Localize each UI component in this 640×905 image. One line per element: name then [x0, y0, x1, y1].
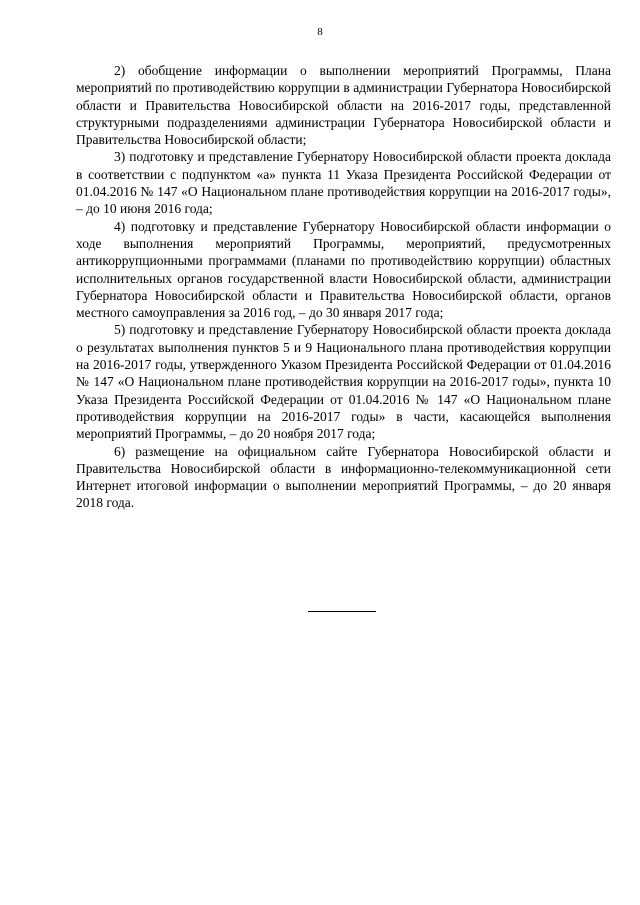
paragraph-item-4: 4) подготовку и представление Губернатору Новосибирской области информации о ходе выполнения мероприятий Программы, мероприятий, предусмотренных антикоррупционными программами (планами по противодействию коррупции) областных исполнительных органов государственной власти Новосибирской области, администрации Губернатора Новосибирской области и Правительства Новосибирской области, органов местного самоуправления за 2016 год, – до 30 января 2017 года; [76, 218, 611, 321]
paragraph-item-5: 5) подготовку и представление Губернатору Новосибирской области проекта доклада о результатах выполнения пунктов 5 и 9 Национального плана противодействия коррупции на 2016-2017 годы, утвержденного Указом Президента Российской Федерации от 01.04.2016 № 147 «О Национальном плане противодействия коррупции на 2016-2017 годы», пункта 10 Указа Президента Российской Федерации от 01.04.2016 № 147 «О Национальном плане противодействия коррупции на 2016-2017 годы» в части, касающейся выполнения мероприятий Программы, – до 20 ноября 2017 года; [76, 322, 611, 442]
paragraph-item-3: 3) подготовку и представление Губернатору Новосибирской области проекта доклада в соответствии с подпунктом «а» пункта 11 Указа Президента Российской Федерации от 01.04.2016 № 147 «О Национальном плане противодействия коррупции на 2016-2017 годы», – до 10 июня 2016 года; [76, 149, 611, 217]
closing-divider [308, 611, 376, 612]
paragraph-item-2: 2) обобщение информации о выполнении мероприятий Программы, Плана мероприятий по противодействию коррупции в администрации Губернатора Новосибирской области и Правительства Новосибирской области на 2016-2017 годы, представленной структурными подразделениями администрации Губернатора Новосибирской области и Правительства Новосибирской области; [76, 63, 611, 148]
paragraph-item-6: 6) размещение на официальном сайте Губернатора Новосибирской области и Правительства Новосибирской области в информационно-телекоммуникационной сети Интернет итоговой информации о выполнении мероприятий Программы, – до 20 января 2018 года. [76, 443, 611, 511]
body-text [76, 62, 611, 512]
page-number: 8 [317, 26, 323, 38]
